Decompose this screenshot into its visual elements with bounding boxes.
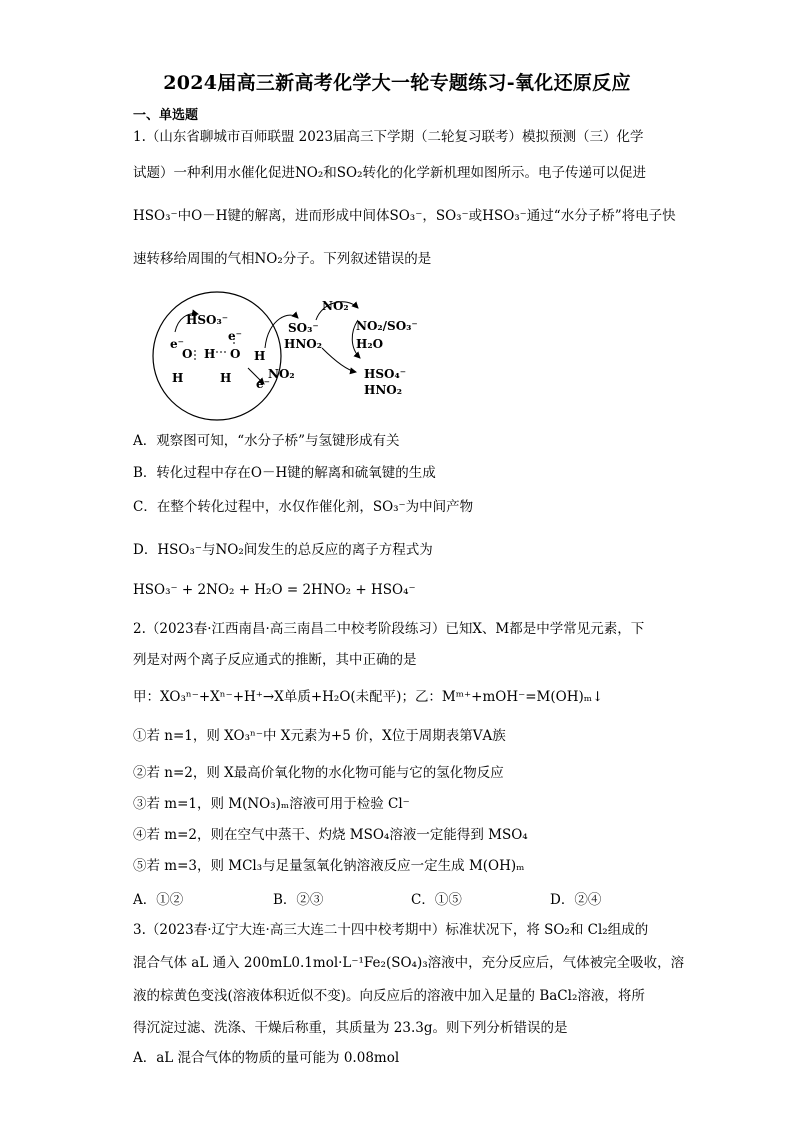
q2-option-b[interactable]: B．②③ bbox=[273, 892, 324, 908]
hydrogen-label-mid: H bbox=[204, 347, 216, 361]
hydrogen-label-right: H bbox=[254, 349, 266, 363]
q3-option-a[interactable]: A．aL 混合气体的物质的量可能为 0.08mol bbox=[133, 1050, 400, 1066]
q2-stem-line-1: 2.（2023春·江西南昌·高三南昌二中校考阶段练习）已知X、M都是中学常见元素，下 bbox=[133, 621, 645, 637]
q2-statement-1: ①若 n=1，则 XO₃ⁿ⁻中 X元素为+5 价，X位于周期表第ⅤA族 bbox=[133, 728, 506, 744]
so3-label: SO₃⁻ bbox=[288, 321, 319, 335]
q1-option-a[interactable]: A．观察图可知，“水分子桥”与氢键形成有关 bbox=[133, 433, 400, 449]
hydrogen-label-1: H bbox=[172, 371, 184, 385]
q1-stem-line-2: 试题）一种利用水催化促进NO₂和SO₂转化的化学新机理如图所示。电子传递可以促进 bbox=[133, 165, 647, 181]
no2-incoming-label: NO₂ bbox=[268, 367, 295, 381]
hydrogen-label-2: H bbox=[220, 371, 232, 385]
water-label: H₂O bbox=[356, 337, 384, 351]
q2-stem-line-3: 甲：XO₃ⁿ⁻+Xⁿ⁻+H⁺→X单质+H₂O(未配平)；乙：Mᵐ⁺+mOH⁻=M(OH)ₘ↓ bbox=[133, 689, 604, 705]
q1-option-c[interactable]: C．在整个转化过程中，水仅作催化剂，SO₃⁻为中间产物 bbox=[133, 499, 474, 515]
q1-stem-line-3: HSO₃⁻中O－H键的解离，进而形成中间体SO₃⁻，SO₃⁻或HSO₃⁻通过“水分子桥”将电子快 bbox=[133, 208, 676, 224]
q2-statement-4: ④若 m=2，则在空气中蒸干、灼烧 MSO₄溶液一定能得到 MSO₄ bbox=[133, 827, 528, 843]
q1-stem-line-4: 速转移给周围的气相NO₂分子。下列叙述错误的是 bbox=[133, 251, 432, 267]
q2-option-a[interactable]: A．①② bbox=[133, 892, 184, 908]
no2-so3-label: NO₂/SO₃⁻ bbox=[356, 319, 418, 333]
q2-option-c[interactable]: C．①⑤ bbox=[411, 892, 462, 908]
q1-option-d-equation: HSO₃⁻ + 2NO₂ + H₂O = 2HNO₂ + HSO₄⁻ bbox=[133, 582, 416, 598]
document-title: 2024届高三新高考化学大一轮专题练习-氧化还原反应 bbox=[163, 72, 631, 94]
oxygen-label-1: O bbox=[182, 347, 193, 361]
oxygen-label-2: O bbox=[230, 347, 241, 361]
electron-label-2: e⁻ bbox=[228, 329, 242, 343]
q2-option-d[interactable]: D．②④ bbox=[550, 892, 602, 908]
q2-statement-2: ②若 n=2，则 X最高价氧化物的水化物可能与它的氢化物反应 bbox=[133, 765, 504, 781]
reaction-mechanism-diagram bbox=[150, 288, 430, 424]
q1-stem-line-1: 1.（山东省聊城市百师联盟 2023届高三下学期（二轮复习联考）模拟预测（三）化学 bbox=[133, 129, 644, 145]
hso3-label: HSO₃⁻ bbox=[186, 313, 229, 327]
electron-label-3: e⁻ bbox=[256, 377, 270, 391]
hso4-label: HSO₄⁻ bbox=[364, 367, 407, 381]
q3-stem-line-1: 3.（2023春·辽宁大连·高三大连二十四中校考期中）标准状况下，将 SO₂和 Cl₂组成的 bbox=[133, 922, 649, 938]
hno2-label-b: HNO₂ bbox=[364, 383, 403, 397]
q1-option-b[interactable]: B．转化过程中存在O－H键的解离和硫氧键的生成 bbox=[133, 465, 436, 481]
q3-stem-line-4: 得沉淀过滤、洗涤、干燥后称重，其质量为 23.3g。则下列分析错误的是 bbox=[133, 1020, 568, 1036]
section-heading: 一、单选题 bbox=[133, 108, 199, 123]
q3-stem-line-3: 液的棕黄色变浅(溶液体积近似不变)。向反应后的溶液中加入足量的 BaCl₂溶液，将所 bbox=[133, 988, 645, 1004]
hno2-label-a: HNO₂ bbox=[284, 337, 323, 351]
electron-label-1: e⁻ bbox=[170, 337, 184, 351]
q2-stem-line-2: 列是对两个离子反应通式的推断，其中正确的是 bbox=[133, 652, 417, 668]
q2-statement-5: ⑤若 m=3，则 MCl₃与足量氢氧化钠溶液反应一定生成 M(OH)ₘ bbox=[133, 858, 525, 874]
q3-stem-line-2: 混合气体 aL 通入 200mL0.1mol·L⁻¹Fe₂(SO₄)₃溶液中，充分反应后，气体被完全吸收，溶 bbox=[133, 955, 685, 971]
no2-top-label: NO₂ bbox=[322, 299, 349, 313]
q2-statement-3: ③若 m=1，则 M(NO₃)ₘ溶液可用于检验 Cl⁻ bbox=[133, 796, 410, 812]
q1-option-d[interactable]: D．HSO₃⁻与NO₂间发生的总反应的离子方程式为 bbox=[133, 542, 433, 558]
